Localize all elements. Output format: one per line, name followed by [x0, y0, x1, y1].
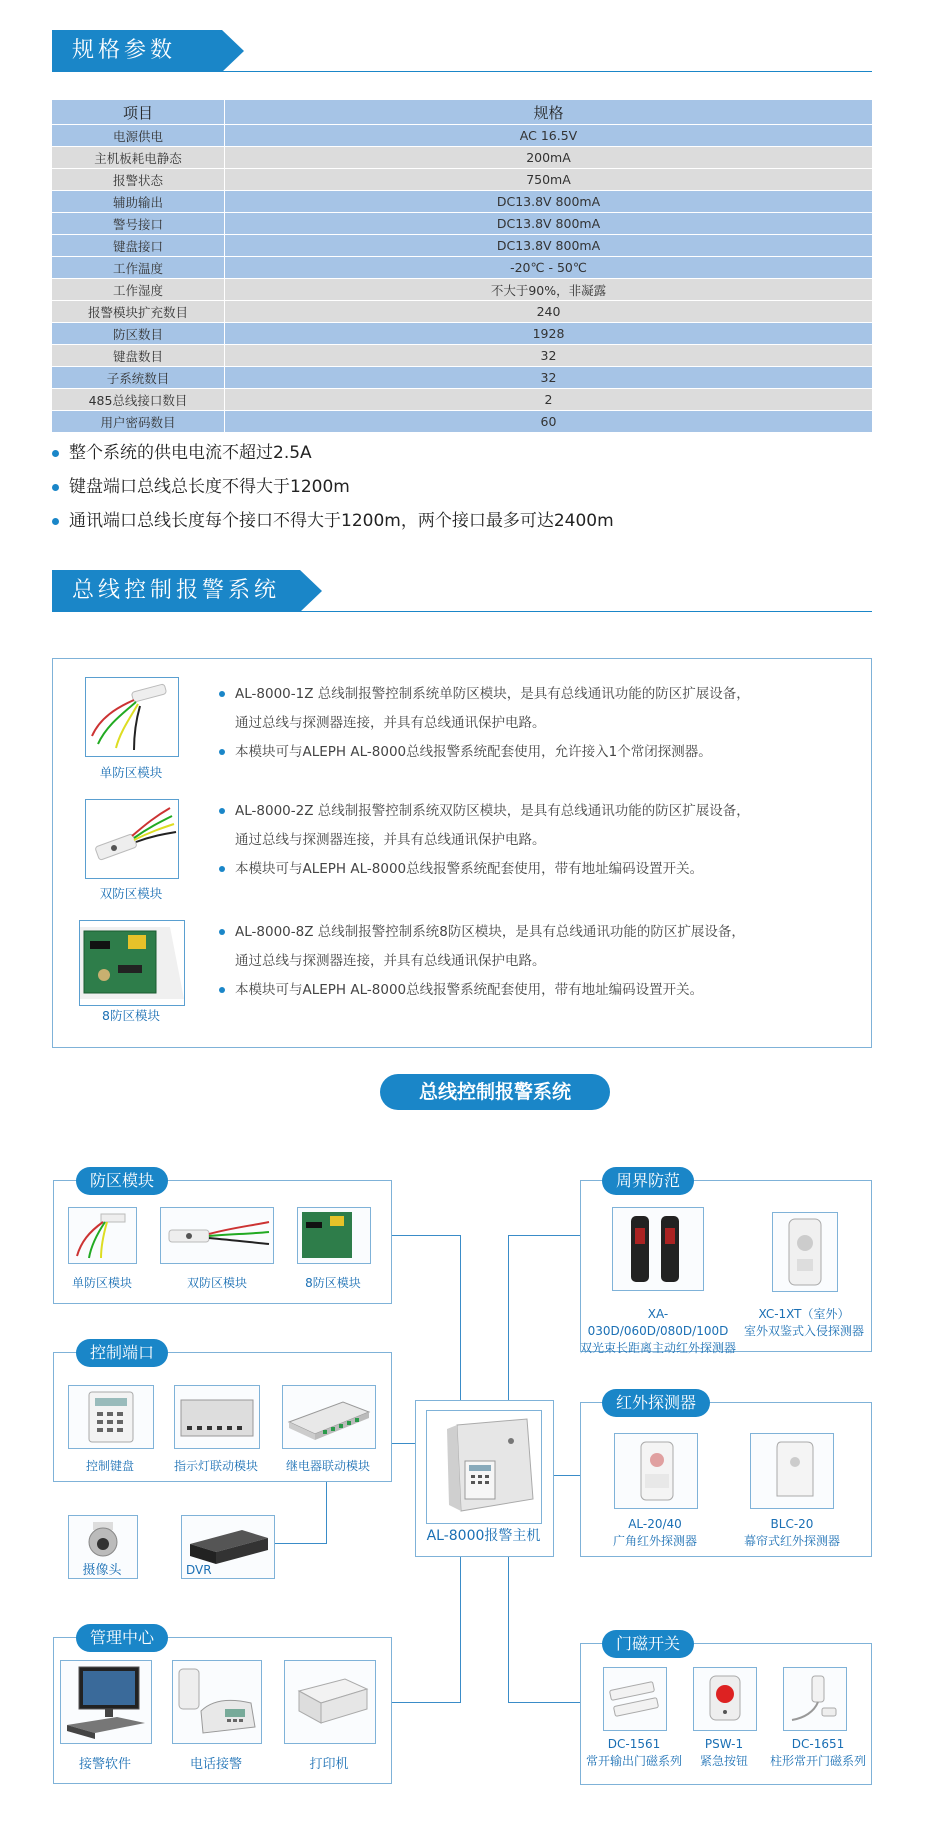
spec-row [52, 279, 872, 301]
dvr-label: DVR [186, 1563, 212, 1577]
door-contact-1651-label: DC-1651 柱形常开门磁系列 [769, 1737, 866, 1768]
outdoor-detector-icon [772, 1212, 838, 1292]
emergency-button-icon [693, 1667, 757, 1731]
spec-item: 子系统数目 [52, 367, 225, 389]
note-3: 通讯端口总线长度每个接口不得大于1200m，两个接口最多可达2400m [52, 506, 614, 531]
spec-item: 防区数目 [52, 323, 225, 345]
spec-value: 1928 [225, 323, 873, 345]
indicator-module-label: 指示灯联动模块 [173, 1459, 258, 1473]
spec-value: DC13.8V 800mA [225, 213, 873, 235]
spec-row [52, 213, 872, 235]
keyboard-icon [68, 1385, 154, 1449]
spec-row [52, 367, 872, 389]
printer-label: 打印机 [309, 1757, 349, 1772]
door-contact-1561-icon [603, 1667, 667, 1731]
bus-section-header [52, 570, 872, 612]
door-contact-1651-icon [783, 1667, 847, 1731]
host-panel-icon [426, 1410, 542, 1524]
zone-single-label: 单防区模块 [71, 1276, 132, 1290]
spec-value: 200mA [225, 147, 873, 169]
spec-value: DC13.8V 800mA [225, 235, 873, 257]
zone-dual-label: 双防区模块 [186, 1276, 247, 1290]
note-1: 整个系统的供电电流不超过2.5A [52, 438, 312, 463]
spec-item: 用户密码数目 [52, 411, 225, 433]
curtain-detector-label: BLC-20 幕帘式红外探测器 [743, 1517, 840, 1548]
alarm-software-icon [60, 1660, 152, 1744]
management-title: 管理中心 [76, 1624, 168, 1652]
zone-single-icon [68, 1207, 137, 1264]
spec-section-header [52, 30, 872, 72]
spec-value: 60 [225, 411, 873, 433]
spec-header-item: 项目 [52, 100, 225, 125]
eight-zone-caption: 8防区模块 [102, 1008, 160, 1023]
spec-item: 警号接口 [52, 213, 225, 235]
spec-item: 485总线接口数目 [52, 389, 225, 411]
camera-label: 摄像头 [82, 1563, 122, 1578]
control-ports-title: 控制端口 [76, 1339, 168, 1367]
host-label: AL-8000报警主机 [426, 1528, 541, 1544]
phone-label: 电话接警 [189, 1757, 242, 1772]
zone-eight-label: 8防区模块 [305, 1276, 361, 1290]
spec-value: 750mA [225, 169, 873, 191]
spec-item: 主机板耗电静态 [52, 147, 225, 169]
note-2: 键盘端口总线总长度不得大于1200m [52, 472, 350, 497]
relay-module-icon [282, 1385, 376, 1449]
keyboard-label: 控制键盘 [85, 1459, 134, 1473]
spec-row [52, 345, 872, 367]
spec-section-title: 规格参数 [52, 30, 222, 72]
spec-row [52, 411, 872, 433]
spec-value: 不大于90%，非凝露 [225, 279, 873, 301]
diagram-title: 总线控制报警系统 [380, 1074, 610, 1110]
spec-value: 32 [225, 367, 873, 389]
single-zone-caption: 单防区模块 [99, 765, 163, 780]
relay-module-label: 继电器联动模块 [285, 1459, 370, 1473]
eight-zone-module-image [79, 920, 185, 1006]
spec-item: 报警状态 [52, 169, 225, 191]
emergency-button-label: PSW-1 紧急按钮 [699, 1737, 748, 1768]
spec-item: 辅助输出 [52, 191, 225, 213]
spec-header-spec: 规格 [225, 100, 873, 125]
dual-zone-caption: 双防区模块 [99, 886, 163, 901]
indicator-module-icon [174, 1385, 260, 1449]
spec-item: 报警模块扩充数目 [52, 301, 225, 323]
perimeter-title: 周界防范 [602, 1167, 694, 1195]
spec-row [52, 235, 872, 257]
zone-modules-title: 防区模块 [76, 1167, 168, 1195]
phone-icon [172, 1660, 262, 1744]
spec-value: 2 [225, 389, 873, 411]
beam-detector-icon [612, 1207, 704, 1291]
spec-value: 240 [225, 301, 873, 323]
module-3-desc: AL-8000-8Z 总线制报警控制系统8防区模块，是具有总线通讯功能的防区扩展设备， 通过总线与探测器连接，并具有总线通讯保护电路。 本模块可与ALEPH AL-8000总线报警系统配套使用，带有地址编码设置开关。 [219, 918, 745, 1005]
spec-value: 32 [225, 345, 873, 367]
spec-table [52, 100, 872, 433]
module-2-desc: AL-8000-2Z 总线制报警控制系统双防区模块，是具有总线通讯功能的防区扩展设备， 通过总线与探测器连接，并具有总线通讯保护电路。 本模块可与ALEPH AL-8000总线报警系统配套使用，带有地址编码设置开关。 [219, 797, 750, 884]
outdoor-detector-label: XC-1XT（室外） 室外双鉴式入侵探测器 [743, 1307, 864, 1338]
beam-detector-label: XA-030D/060D/080D/100D 双光束长距离主动红外探测器 [580, 1307, 737, 1355]
curtain-detector-icon [750, 1433, 834, 1509]
door-contact-1561-label: DC-1561 常开输出门磁系列 [585, 1737, 682, 1768]
wide-angle-detector-label: AL-20/40 广角红外探测器 [612, 1517, 697, 1548]
spec-row [52, 323, 872, 345]
infrared-title: 红外探测器 [602, 1389, 710, 1417]
printer-icon [284, 1660, 376, 1744]
spec-row [52, 389, 872, 411]
spec-row [52, 125, 872, 147]
spec-value: DC13.8V 800mA [225, 191, 873, 213]
zone-dual-icon [160, 1207, 274, 1264]
spec-row [52, 257, 872, 279]
spec-item: 工作湿度 [52, 279, 225, 301]
door-switch-title: 门磁开关 [602, 1630, 694, 1658]
spec-row [52, 169, 872, 191]
spec-value: -20℃ - 50℃ [225, 257, 873, 279]
zone-eight-icon [297, 1207, 371, 1264]
spec-item: 电源供电 [52, 125, 225, 147]
spec-item: 键盘接口 [52, 235, 225, 257]
wide-angle-detector-icon [614, 1433, 698, 1509]
spec-row [52, 301, 872, 323]
bus-section-title: 总线控制报警系统 [52, 570, 300, 612]
spec-value: AC 16.5V [225, 125, 873, 147]
spec-item: 键盘数目 [52, 345, 225, 367]
alarm-software-label: 接警软件 [78, 1757, 131, 1772]
single-zone-module-image [85, 677, 179, 757]
spec-row [52, 147, 872, 169]
spec-row [52, 191, 872, 213]
dual-zone-module-image [85, 799, 179, 879]
spec-item: 工作温度 [52, 257, 225, 279]
module-1-desc: AL-8000-1Z 总线制报警控制系统单防区模块，是具有总线通讯功能的防区扩展设备， 通过总线与探测器连接，并具有总线通讯保护电路。 本模块可与ALEPH AL-8000总线报警系统配套使用，允许接入1个常闭探测器。 [219, 680, 750, 767]
